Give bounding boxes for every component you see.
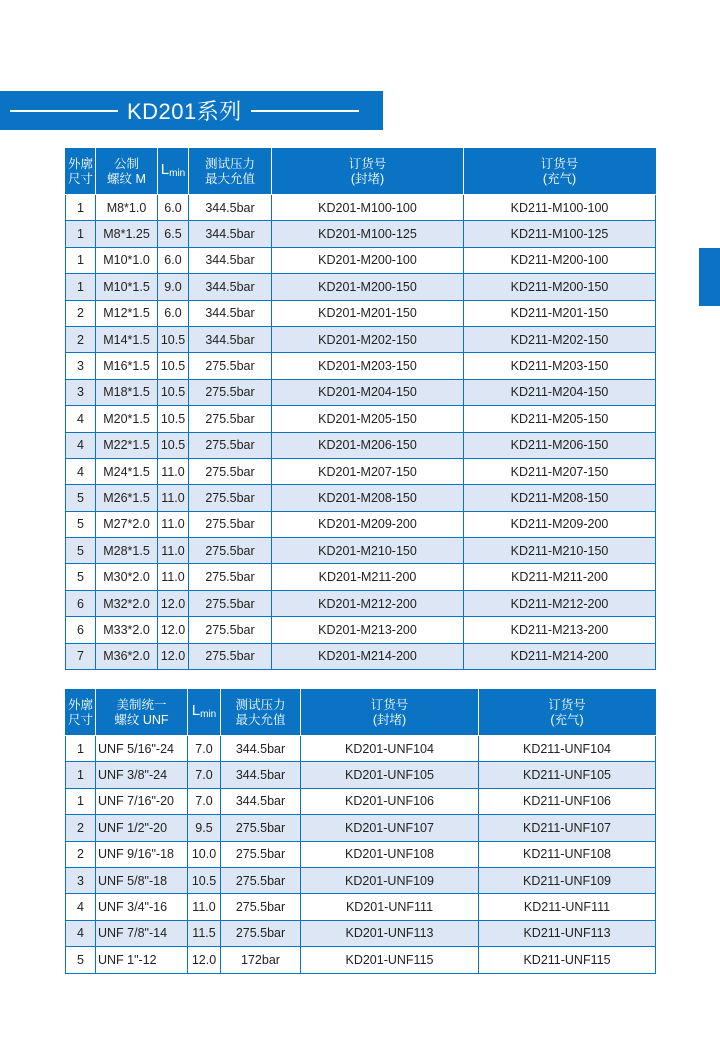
order-sealed-cell: KD201-UNF108	[301, 841, 479, 867]
size-cell: 3	[66, 353, 96, 379]
order-inflated-cell: KD211-UNF113	[479, 920, 656, 946]
lmin-cell: 10.5	[188, 867, 221, 893]
thread-cell: M32*2.0	[96, 590, 158, 616]
lmin-cell: 10.5	[158, 353, 189, 379]
order-inflated-cell: KD211-UNF105	[479, 762, 656, 788]
header-order-inflated: 订货号 (充气)	[464, 149, 656, 195]
order-sealed-cell: KD201-M203-150	[272, 353, 464, 379]
table-row	[66, 841, 656, 867]
size-cell: 2	[66, 815, 96, 841]
order-sealed-cell: KD201-M204-150	[272, 379, 464, 405]
order-sealed-cell: KD201-M212-200	[272, 590, 464, 616]
order-sealed-cell: KD201-UNF109	[301, 867, 479, 893]
thread-cell: UNF 1/2"-20	[96, 815, 188, 841]
title-rule-right	[251, 110, 359, 112]
header-pressure: 测试压力 最大允值	[221, 690, 301, 736]
pressure-cell: 275.5bar	[189, 458, 272, 484]
pressure-cell: 275.5bar	[189, 617, 272, 643]
pressure-cell: 172bar	[221, 947, 301, 973]
header-size: 外廓 尺寸	[66, 690, 96, 736]
lmin-cell: 6.5	[158, 221, 189, 247]
pressure-cell: 275.5bar	[189, 643, 272, 669]
thread-cell: UNF 1"-12	[96, 947, 188, 973]
order-sealed-cell: KD201-M100-125	[272, 221, 464, 247]
table-row	[66, 538, 656, 564]
table-row	[66, 195, 656, 221]
size-cell: 2	[66, 300, 96, 326]
lmin-cell: 12.0	[188, 947, 221, 973]
size-cell: 4	[66, 920, 96, 946]
table-row	[66, 762, 656, 788]
table-row	[66, 406, 656, 432]
thread-cell: M10*1.0	[96, 247, 158, 273]
metric-table-body	[66, 195, 656, 670]
size-cell: 1	[66, 221, 96, 247]
header-lmin: $L_{min}$	[158, 149, 189, 195]
header-order-inflated: 订货号 (充气)	[479, 690, 656, 736]
order-inflated-cell: KD211-UNF107	[479, 815, 656, 841]
thread-cell: UNF 3/4"-16	[96, 894, 188, 920]
pressure-cell: 344.5bar	[221, 762, 301, 788]
order-inflated-cell: KD211-M214-200	[464, 643, 656, 669]
lmin-cell: 6.0	[158, 195, 189, 221]
order-inflated-cell: KD211-M207-150	[464, 458, 656, 484]
order-inflated-cell: KD211-M209-200	[464, 511, 656, 537]
lmin-cell: 10.5	[158, 379, 189, 405]
order-inflated-cell: KD211-UNF109	[479, 867, 656, 893]
lmin-cell: 11.0	[188, 894, 221, 920]
header-lmin: $L_{min}$	[188, 690, 221, 736]
order-inflated-cell: KD211-M200-100	[464, 247, 656, 273]
pressure-cell: 275.5bar	[189, 353, 272, 379]
table-row	[66, 485, 656, 511]
size-cell: 5	[66, 511, 96, 537]
pressure-cell: 344.5bar	[189, 195, 272, 221]
order-inflated-cell: KD211-UNF106	[479, 788, 656, 814]
thread-cell: M27*2.0	[96, 511, 158, 537]
pressure-cell: 344.5bar	[189, 221, 272, 247]
table-row	[66, 736, 656, 762]
order-sealed-cell: KD201-M211-200	[272, 564, 464, 590]
table-header-row	[66, 149, 656, 195]
order-sealed-cell: KD201-UNF111	[301, 894, 479, 920]
pressure-cell: 344.5bar	[189, 274, 272, 300]
thread-cell: UNF 3/8"-24	[96, 762, 188, 788]
thread-cell: M18*1.5	[96, 379, 158, 405]
lmin-cell: 11.5	[188, 920, 221, 946]
order-sealed-cell: KD201-M207-150	[272, 458, 464, 484]
size-cell: 5	[66, 947, 96, 973]
size-cell: 4	[66, 432, 96, 458]
size-cell: 4	[66, 406, 96, 432]
thread-cell: UNF 7/16"-20	[96, 788, 188, 814]
pressure-cell: 275.5bar	[221, 815, 301, 841]
lmin-cell: 11.0	[158, 564, 189, 590]
size-cell: 6	[66, 617, 96, 643]
thread-cell: M26*1.5	[96, 485, 158, 511]
pressure-cell: 275.5bar	[189, 485, 272, 511]
size-cell: 5	[66, 485, 96, 511]
table-row	[66, 274, 656, 300]
table-row	[66, 511, 656, 537]
header-order-sealed: 订货号 (封堵)	[301, 690, 479, 736]
header-size: 外廓 尺寸	[66, 149, 96, 195]
table-row	[66, 221, 656, 247]
unf-thread-table	[65, 689, 656, 974]
pressure-cell: 275.5bar	[189, 379, 272, 405]
order-sealed-cell: KD201-UNF113	[301, 920, 479, 946]
table-row	[66, 788, 656, 814]
thread-cell: M20*1.5	[96, 406, 158, 432]
order-inflated-cell: KD211-UNF111	[479, 894, 656, 920]
lmin-cell: 12.0	[158, 617, 189, 643]
order-inflated-cell: KD211-UNF115	[479, 947, 656, 973]
order-inflated-cell: KD211-M206-150	[464, 432, 656, 458]
table-row	[66, 894, 656, 920]
table-row	[66, 815, 656, 841]
order-inflated-cell: KD211-M100-100	[464, 195, 656, 221]
size-cell: 4	[66, 894, 96, 920]
table-row	[66, 617, 656, 643]
thread-cell: M30*2.0	[96, 564, 158, 590]
lmin-cell: 9.0	[158, 274, 189, 300]
pressure-cell: 344.5bar	[221, 788, 301, 814]
size-cell: 7	[66, 643, 96, 669]
table-row	[66, 643, 656, 669]
order-sealed-cell: KD201-M206-150	[272, 432, 464, 458]
thread-cell: M33*2.0	[96, 617, 158, 643]
order-sealed-cell: KD201-M213-200	[272, 617, 464, 643]
lmin-cell: 12.0	[158, 590, 189, 616]
order-inflated-cell: KD211-M202-150	[464, 326, 656, 352]
order-sealed-cell: KD201-M205-150	[272, 406, 464, 432]
lmin-cell: 7.0	[188, 736, 221, 762]
lmin-cell: 11.0	[158, 511, 189, 537]
lmin-cell: 10.5	[158, 432, 189, 458]
order-sealed-cell: KD201-M200-150	[272, 274, 464, 300]
lmin-cell: 11.0	[158, 538, 189, 564]
table-row	[66, 326, 656, 352]
table-row	[66, 458, 656, 484]
pressure-cell: 275.5bar	[189, 511, 272, 537]
thread-cell: M36*2.0	[96, 643, 158, 669]
order-inflated-cell: KD211-M211-200	[464, 564, 656, 590]
order-inflated-cell: KD211-M208-150	[464, 485, 656, 511]
thread-cell: M10*1.5	[96, 274, 158, 300]
thread-cell: M28*1.5	[96, 538, 158, 564]
order-sealed-cell: KD201-M214-200	[272, 643, 464, 669]
order-inflated-cell: KD211-M204-150	[464, 379, 656, 405]
size-cell: 5	[66, 538, 96, 564]
pressure-cell: 344.5bar	[189, 300, 272, 326]
order-sealed-cell: KD201-M201-150	[272, 300, 464, 326]
lmin-cell: 10.0	[188, 841, 221, 867]
thread-cell: M24*1.5	[96, 458, 158, 484]
order-inflated-cell: KD211-M100-125	[464, 221, 656, 247]
order-inflated-cell: KD211-UNF104	[479, 736, 656, 762]
pressure-cell: 275.5bar	[189, 590, 272, 616]
metric-thread-table	[65, 148, 656, 670]
size-cell: 6	[66, 590, 96, 616]
order-inflated-cell: KD211-M201-150	[464, 300, 656, 326]
lmin-cell: 7.0	[188, 762, 221, 788]
size-cell: 3	[66, 379, 96, 405]
section-title: KD201系列	[127, 99, 242, 124]
order-sealed-cell: KD201-UNF107	[301, 815, 479, 841]
size-cell: 2	[66, 841, 96, 867]
table-row	[66, 564, 656, 590]
table-row	[66, 247, 656, 273]
thread-cell: M16*1.5	[96, 353, 158, 379]
order-inflated-cell: KD211-M212-200	[464, 590, 656, 616]
thread-cell: M12*1.5	[96, 300, 158, 326]
size-cell: 1	[66, 762, 96, 788]
header-thread: 美制统一 螺纹 UNF	[96, 690, 188, 736]
pressure-cell: 275.5bar	[189, 406, 272, 432]
size-cell: 1	[66, 195, 96, 221]
pressure-cell: 275.5bar	[221, 920, 301, 946]
unf-table-body	[66, 736, 656, 974]
table-row	[66, 300, 656, 326]
table-row	[66, 432, 656, 458]
table-header-row	[66, 690, 656, 736]
size-cell: 4	[66, 458, 96, 484]
pressure-cell: 344.5bar	[221, 736, 301, 762]
thread-cell: M8*1.25	[96, 221, 158, 247]
table-row	[66, 379, 656, 405]
thread-cell: UNF 7/8"-14	[96, 920, 188, 946]
table-row	[66, 947, 656, 973]
size-cell: 3	[66, 867, 96, 893]
order-sealed-cell: KD201-M202-150	[272, 326, 464, 352]
header-thread: 公制 螺纹 M	[96, 149, 158, 195]
thread-cell: UNF 5/8"-18	[96, 867, 188, 893]
size-cell: 2	[66, 326, 96, 352]
lmin-cell: 6.0	[158, 247, 189, 273]
order-sealed-cell: KD201-UNF106	[301, 788, 479, 814]
order-sealed-cell: KD201-M100-100	[272, 195, 464, 221]
pressure-cell: 344.5bar	[189, 326, 272, 352]
pressure-cell: 275.5bar	[221, 867, 301, 893]
order-sealed-cell: KD201-UNF105	[301, 762, 479, 788]
order-sealed-cell: KD201-UNF115	[301, 947, 479, 973]
order-inflated-cell: KD211-M200-150	[464, 274, 656, 300]
table-row	[66, 920, 656, 946]
pressure-cell: 275.5bar	[189, 538, 272, 564]
lmin-cell: 12.0	[158, 643, 189, 669]
lmin-cell: 6.0	[158, 300, 189, 326]
order-inflated-cell: KD211-M203-150	[464, 353, 656, 379]
title-rule-left	[10, 110, 118, 112]
thread-cell: M8*1.0	[96, 195, 158, 221]
pressure-cell: 275.5bar	[221, 894, 301, 920]
lmin-cell: 10.5	[158, 326, 189, 352]
order-inflated-cell: KD211-M205-150	[464, 406, 656, 432]
pressure-cell: 275.5bar	[221, 841, 301, 867]
size-cell: 1	[66, 274, 96, 300]
size-cell: 1	[66, 788, 96, 814]
thread-cell: M22*1.5	[96, 432, 158, 458]
lmin-cell: 11.0	[158, 458, 189, 484]
thread-cell: M14*1.5	[96, 326, 158, 352]
size-cell: 1	[66, 247, 96, 273]
lmin-cell: 11.0	[158, 485, 189, 511]
table-row	[66, 590, 656, 616]
section-title-bar	[0, 91, 383, 130]
order-inflated-cell: KD211-M210-150	[464, 538, 656, 564]
table-row	[66, 867, 656, 893]
lmin-cell: 7.0	[188, 788, 221, 814]
side-page-tab	[699, 248, 720, 306]
pressure-cell: 344.5bar	[189, 247, 272, 273]
lmin-cell: 9.5	[188, 815, 221, 841]
order-sealed-cell: KD201-M200-100	[272, 247, 464, 273]
order-sealed-cell: KD201-M209-200	[272, 511, 464, 537]
order-sealed-cell: KD201-UNF104	[301, 736, 479, 762]
order-sealed-cell: KD201-M208-150	[272, 485, 464, 511]
pressure-cell: 275.5bar	[189, 432, 272, 458]
order-sealed-cell: KD201-M210-150	[272, 538, 464, 564]
thread-cell: UNF 9/16"-18	[96, 841, 188, 867]
thread-cell: UNF 5/16"-24	[96, 736, 188, 762]
pressure-cell: 275.5bar	[189, 564, 272, 590]
size-cell: 1	[66, 736, 96, 762]
order-inflated-cell: KD211-UNF108	[479, 841, 656, 867]
lmin-cell: 10.5	[158, 406, 189, 432]
header-pressure: 测试压力 最大允值	[189, 149, 272, 195]
header-order-sealed: 订货号 (封堵)	[272, 149, 464, 195]
table-row	[66, 353, 656, 379]
order-inflated-cell: KD211-M213-200	[464, 617, 656, 643]
size-cell: 5	[66, 564, 96, 590]
